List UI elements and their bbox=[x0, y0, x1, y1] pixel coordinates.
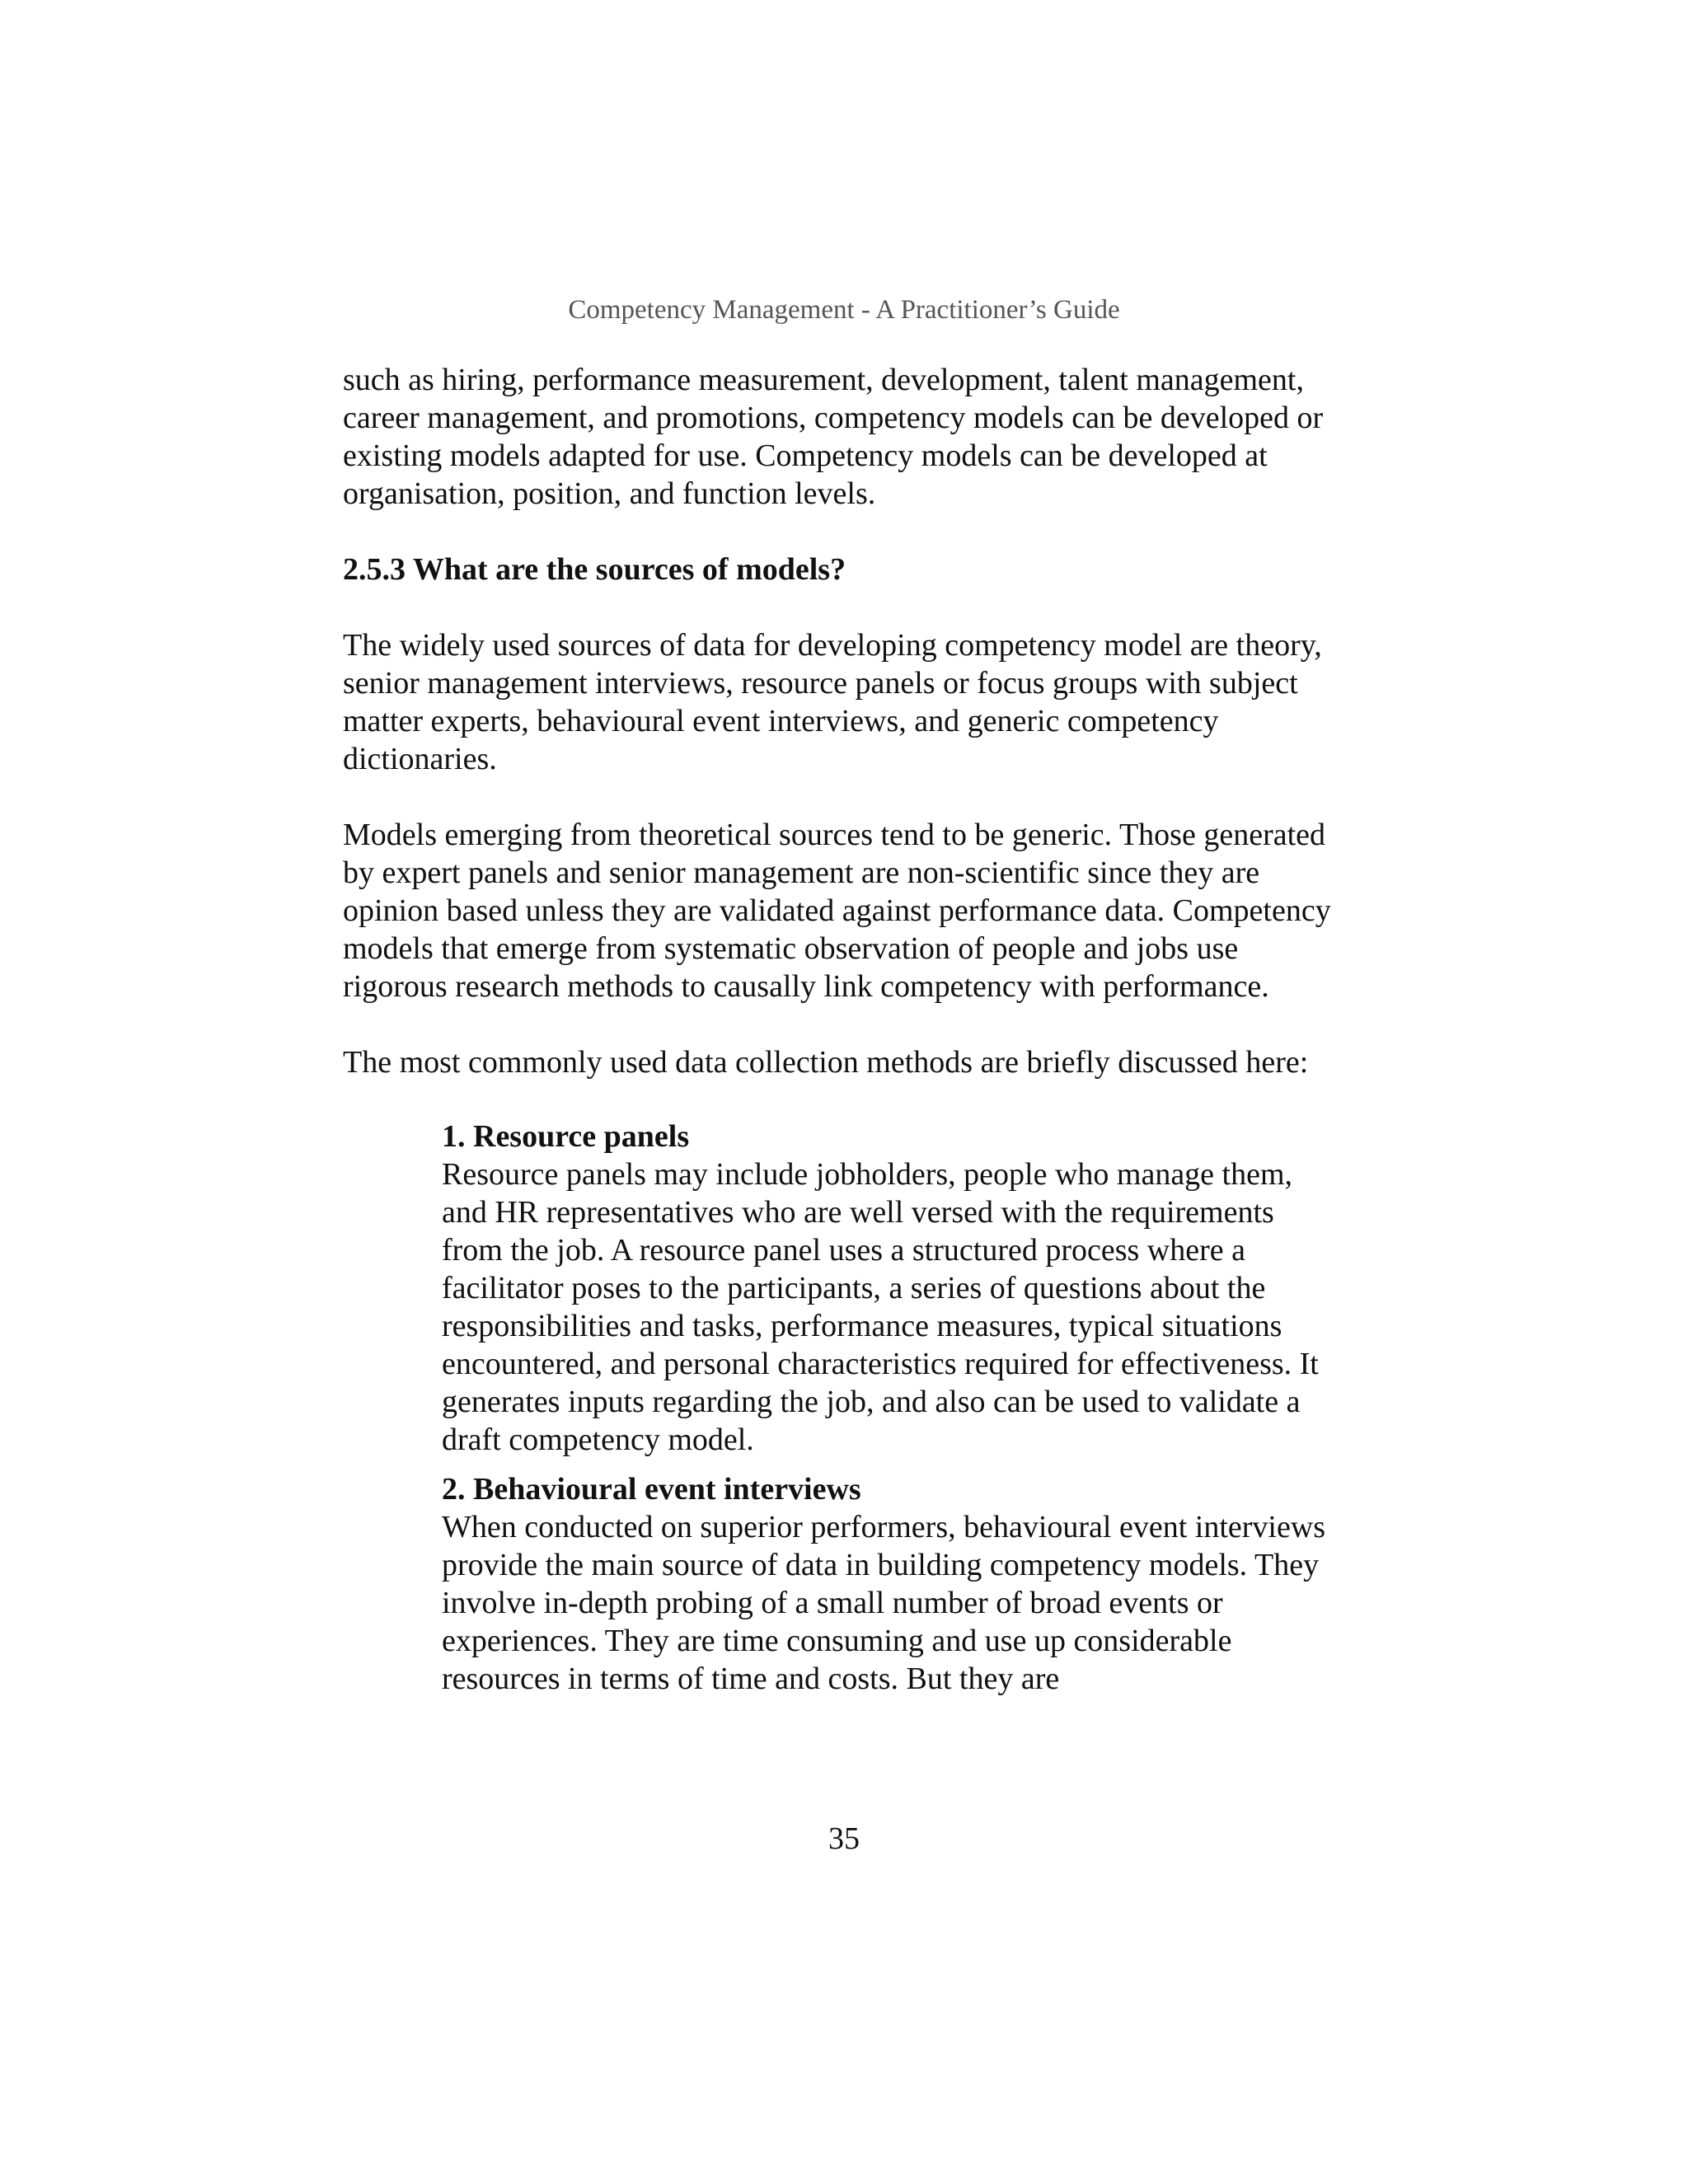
running-header: Competency Management - A Practitioner’s Guide bbox=[568, 295, 1120, 325]
page-body bbox=[343, 361, 1332, 1709]
method-list bbox=[442, 1118, 1332, 1698]
sources-paragraph: The widely used sources of data for developing competency model are theory, senior management interviews, resource panels or focus groups with subject matter experts, behavioural event interviews, and generic competency dictionaries. bbox=[343, 628, 1322, 776]
method-item-resource-panels bbox=[442, 1118, 1332, 1459]
methods-intro-paragraph: The most commonly used data collection methods are briefly discussed here: bbox=[343, 1045, 1309, 1080]
method-text: Resource panels may include jobholders, people who manage them, and HR representatives who are well versed with the requirements from the job. A resource panel uses a structured process where a facilitator poses to the participants, a series of questions about the responsibilities and tasks, performance measures, typical situations encountered, and personal characteristics required for effectiveness. It generates inputs regarding the job, and also can be used to validate a draft competency model. bbox=[442, 1157, 1319, 1457]
method-item-behavioural-event-interviews bbox=[442, 1470, 1332, 1698]
page-number: 35 bbox=[828, 1821, 860, 1856]
intro-paragraph: such as hiring, performance measurement, development, talent management, career management, and promotions, competency models can be developed or existing models adapted for use. Competency models can be developed at organisation, position, and function levels. bbox=[343, 363, 1324, 511]
section-heading: 2.5.3 What are the sources of models? bbox=[343, 552, 846, 587]
models-paragraph: Models emerging from theoretical sources tend to be generic. Those generated by expert panels and senior management are non-scientific since they are opinion based unless they are validated against performance data. Competency models that emerge from systematic observation of people and jobs use rigorous research methods to causally link competency with performance. bbox=[343, 818, 1331, 1004]
method-title: 1. Resource panels bbox=[442, 1119, 690, 1154]
method-title: 2. Behavioural event interviews bbox=[442, 1472, 861, 1507]
method-text: When conducted on superior performers, behavioural event interviews provide the main source of data in building competency models. They involve in-depth probing of a small number of broad events or experiences. They are time consuming and use up considerable resources in terms of time and costs. But they are bbox=[442, 1510, 1326, 1696]
